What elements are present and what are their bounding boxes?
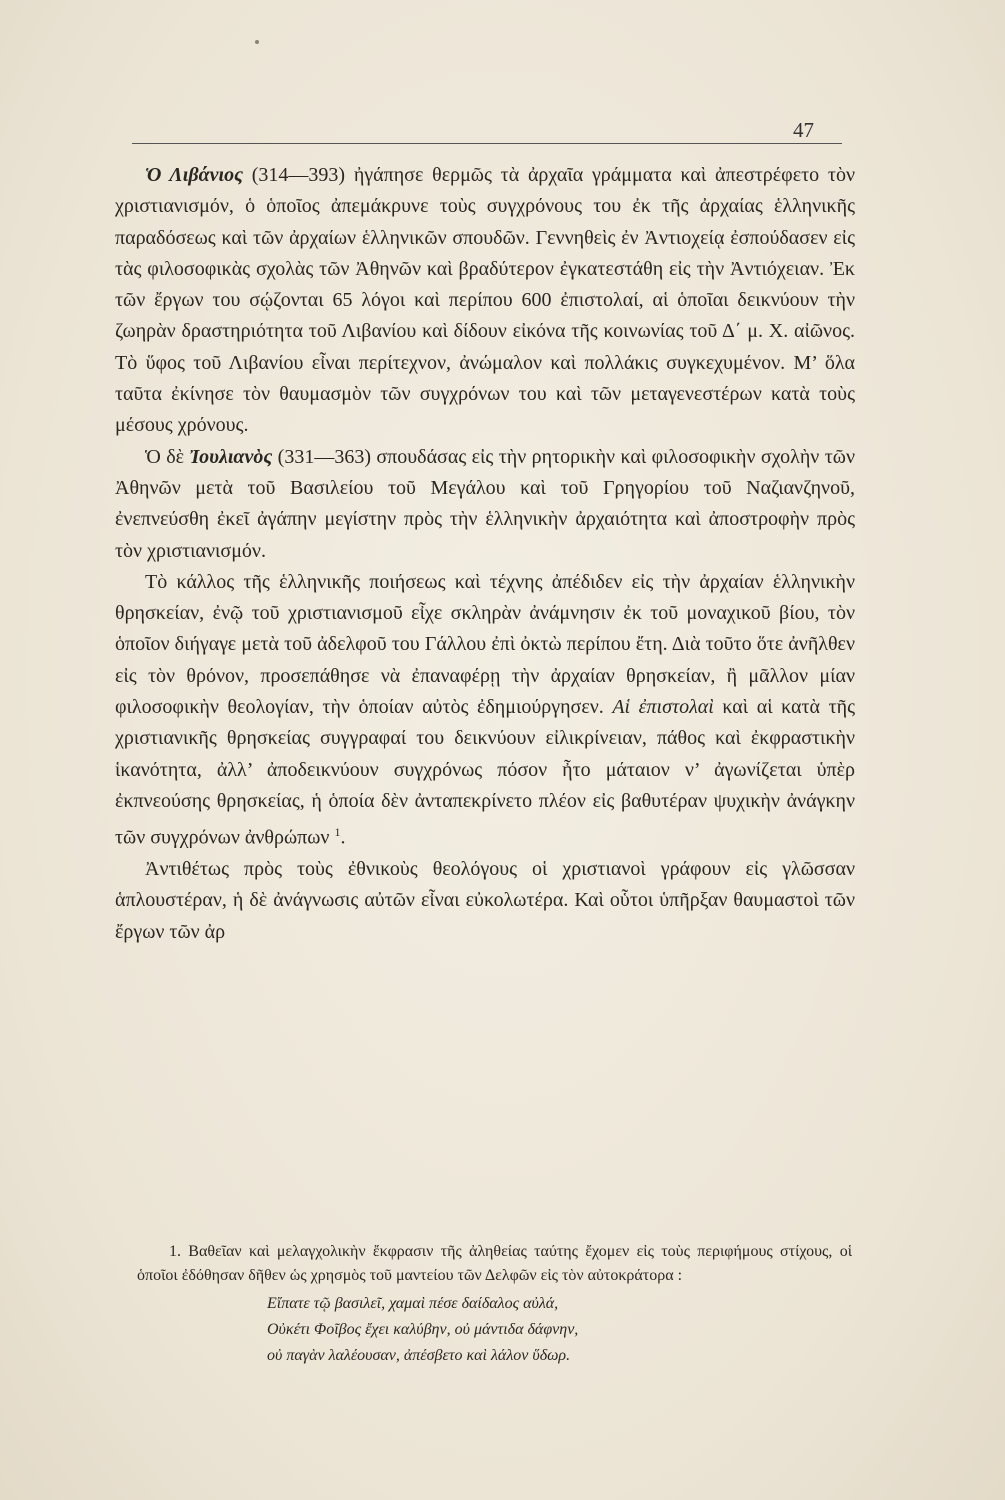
- oracle-poem: [267, 1291, 852, 1369]
- paragraph-1-text: (314—393) ἠγάπησε θερμῶς τὰ ἀρχαῖα γράμματα καὶ ἀπεστρέφετο τὸν χριστιανισμόν, ὁ ὁποῖος ἀπεμάκρυνε τοὺς συγχρόνους του ἐκ τῆς ἀρχαίας ἑλληνικῆς παραδόσεως καὶ τῶν ἀρχαίων ἑλληνικῶν σπουδῶν. Γεννηθεὶς ἐν Ἀντιοχείᾳ ἐσπούδασεν εἰς τὰς φιλοσοφικὰς σχολὰς τῶν Ἀθηνῶν καὶ βραδύτερον ἐγκατεστάθη εἰς τὴν Ἀντιόχειαν. Ἐκ τῶν ἔργων του σῴζονται 65 λόγοι καὶ περίπου 600 ἐπιστολαί, αἱ ὁποῖαι δεικνύουν τὴν ζωηρὰν δραστηριότητα τοῦ Λιβανίου καὶ δίδουν εἰκόνα τῆς κοινωνίας τοῦ Δ΄ μ. Χ. αἰῶνος. Τὸ ὕφος τοῦ Λιβανίου εἶναι περίτεχνον, ἀνώμαλον καὶ πολλάκις συγκεχυμένον. Μ’ ὅλα ταῦτα ἐκίνησε τὸν θαυμασμὸν τῶν συγχρόνων του καὶ τῶν μεταγενεστέρων κατὰ τοὺς μέσους χρόνους.: [115, 164, 855, 437]
- poem-line-3: οὐ παγὰν λαλέουσαν, ἀπέσβετο καὶ λάλον ὕδωρ.: [267, 1347, 571, 1364]
- julian-name: Ἰουλιανὸς: [189, 445, 273, 468]
- paragraph-julian: [115, 442, 855, 567]
- footnote-text: [137, 1240, 852, 1288]
- letters-emphasis: Αἱ ἐπιστολαὶ: [612, 696, 714, 719]
- footnote-reference: 1: [334, 825, 341, 840]
- paragraph-3-end: .: [340, 826, 346, 849]
- paragraph-2-prefix: Ὁ δὲ: [145, 445, 190, 468]
- paragraph-beauty: [115, 567, 855, 854]
- paragraph-4-text: Ἀντιθέτως πρὸς τοὺς ἐθνικοὺς θεολόγους οἱ χριστιανοὶ γράφουν εἰς γλῶσσαν ἁπλουστέραν, ἡ δὲ ἀνάγνωσις αὐτῶν εἶναι εὐκολωτέρα. Καὶ οὗτοι ὑπῆρξαν θαυμαστοὶ τῶν ἔργων τῶν ἀρ: [115, 858, 855, 943]
- paragraph-2-text: (331—363) σπουδάσας εἰς τὴν ρητορικὴν καὶ φιλοσοφικὴν σχολὴν τῶν Ἀθηνῶν μετὰ τοῦ Βασιλείου τοῦ Μεγάλου καὶ τοῦ Γρηγορίου τοῦ Ναζιανζηνοῦ, ἐνεπνεύσθη ἐκεῖ ἀγάπην μεγίστην πρὸς τὴν ἑλληνικὴν ἀρχαιότητα καὶ ἀποστροφὴν πρὸς τὸν χριστιανισμόν.: [115, 445, 855, 562]
- paragraph-christians: [115, 854, 855, 948]
- main-text: [115, 160, 855, 948]
- footnote-number: 1.: [169, 1243, 181, 1260]
- paragraph-3-text-after: καὶ αἱ κατὰ τῆς χριστιανικῆς θρησκείας συγγραφαί του δεικνύουν εἰλικρίνειαν, πάθος καὶ ἐκφραστικὴν ἱκανότητα, ἀλλ’ ἀποδεικνύουν συγχρόνως πόσον ἦτο μάταιον ν’ ἀγωνίζεται ὑπὲρ ἐκπνεούσης θρησκείας, ἡ ὁποία δὲν ἀνταπεκρίνετο πλέον εἰς βαθυτέραν ψυχικὴν ἀνάγκην τῶν συγχρόνων ἀνθρώπων: [115, 696, 855, 849]
- header-rule: [132, 143, 842, 144]
- footnote: [137, 1240, 852, 1369]
- page-header: [132, 118, 842, 148]
- paragraph-3-text-before: Τὸ κάλλος τῆς ἑλληνικῆς ποιήσεως καὶ τέχνης ἀπέδιδεν εἰς τὴν ἀρχαίαν ἑλληνικὴν θρησκείαν, ἐνῷ τοῦ χριστιανισμοῦ εἶχε σκληρὰν ἀνάμνησιν ἐκ τοῦ μοναχικοῦ βίου, τὸν ὁποῖον διήγαγε μετὰ τοῦ ἀδελφοῦ του Γάλλου ἐπὶ ὀκτὼ περίπου ἔτη. Διὰ τοῦτο ὅτε ἀνῆλθεν εἰς τὸν θρόνον, προσεπάθησε νὰ ἐπαναφέρῃ τὴν ἀρχαίαν θρησκείαν, ἢ μᾶλλον μίαν φιλοσοφικὴν θεολογίαν, τὴν ὁποίαν αὐτὸς ἐδημιούργησεν.: [115, 570, 855, 719]
- footnote-body: Βαθεῖαν καὶ μελαγχολικὴν ἔκφρασιν τῆς ἀληθείας ταύτης ἔχομεν εἰς τοὺς περιφήμους στίχους, οἱ ὁποῖοι ἐδόθησαν δῆθεν ὡς χρησμὸς τοῦ μαντείου τῶν Δελφῶν εἰς τὸν αὐτοκράτορα :: [137, 1243, 852, 1284]
- page-number: 47: [793, 118, 814, 142]
- libanius-name: Ὁ Λιβάνιος: [145, 164, 243, 186]
- footnote-separator: [135, 1232, 175, 1233]
- poem-line-1: Εἴπατε τῷ βασιλεῖ, χαμαὶ πέσε δαίδαλος αὐλά,: [267, 1295, 559, 1312]
- page-speck: [255, 40, 259, 44]
- poem-line-2: Οὐκέτι Φοῖβος ἔχει καλύβην, οὐ μάντιδα δάφνην,: [267, 1321, 579, 1338]
- paragraph-libanius: [115, 160, 855, 442]
